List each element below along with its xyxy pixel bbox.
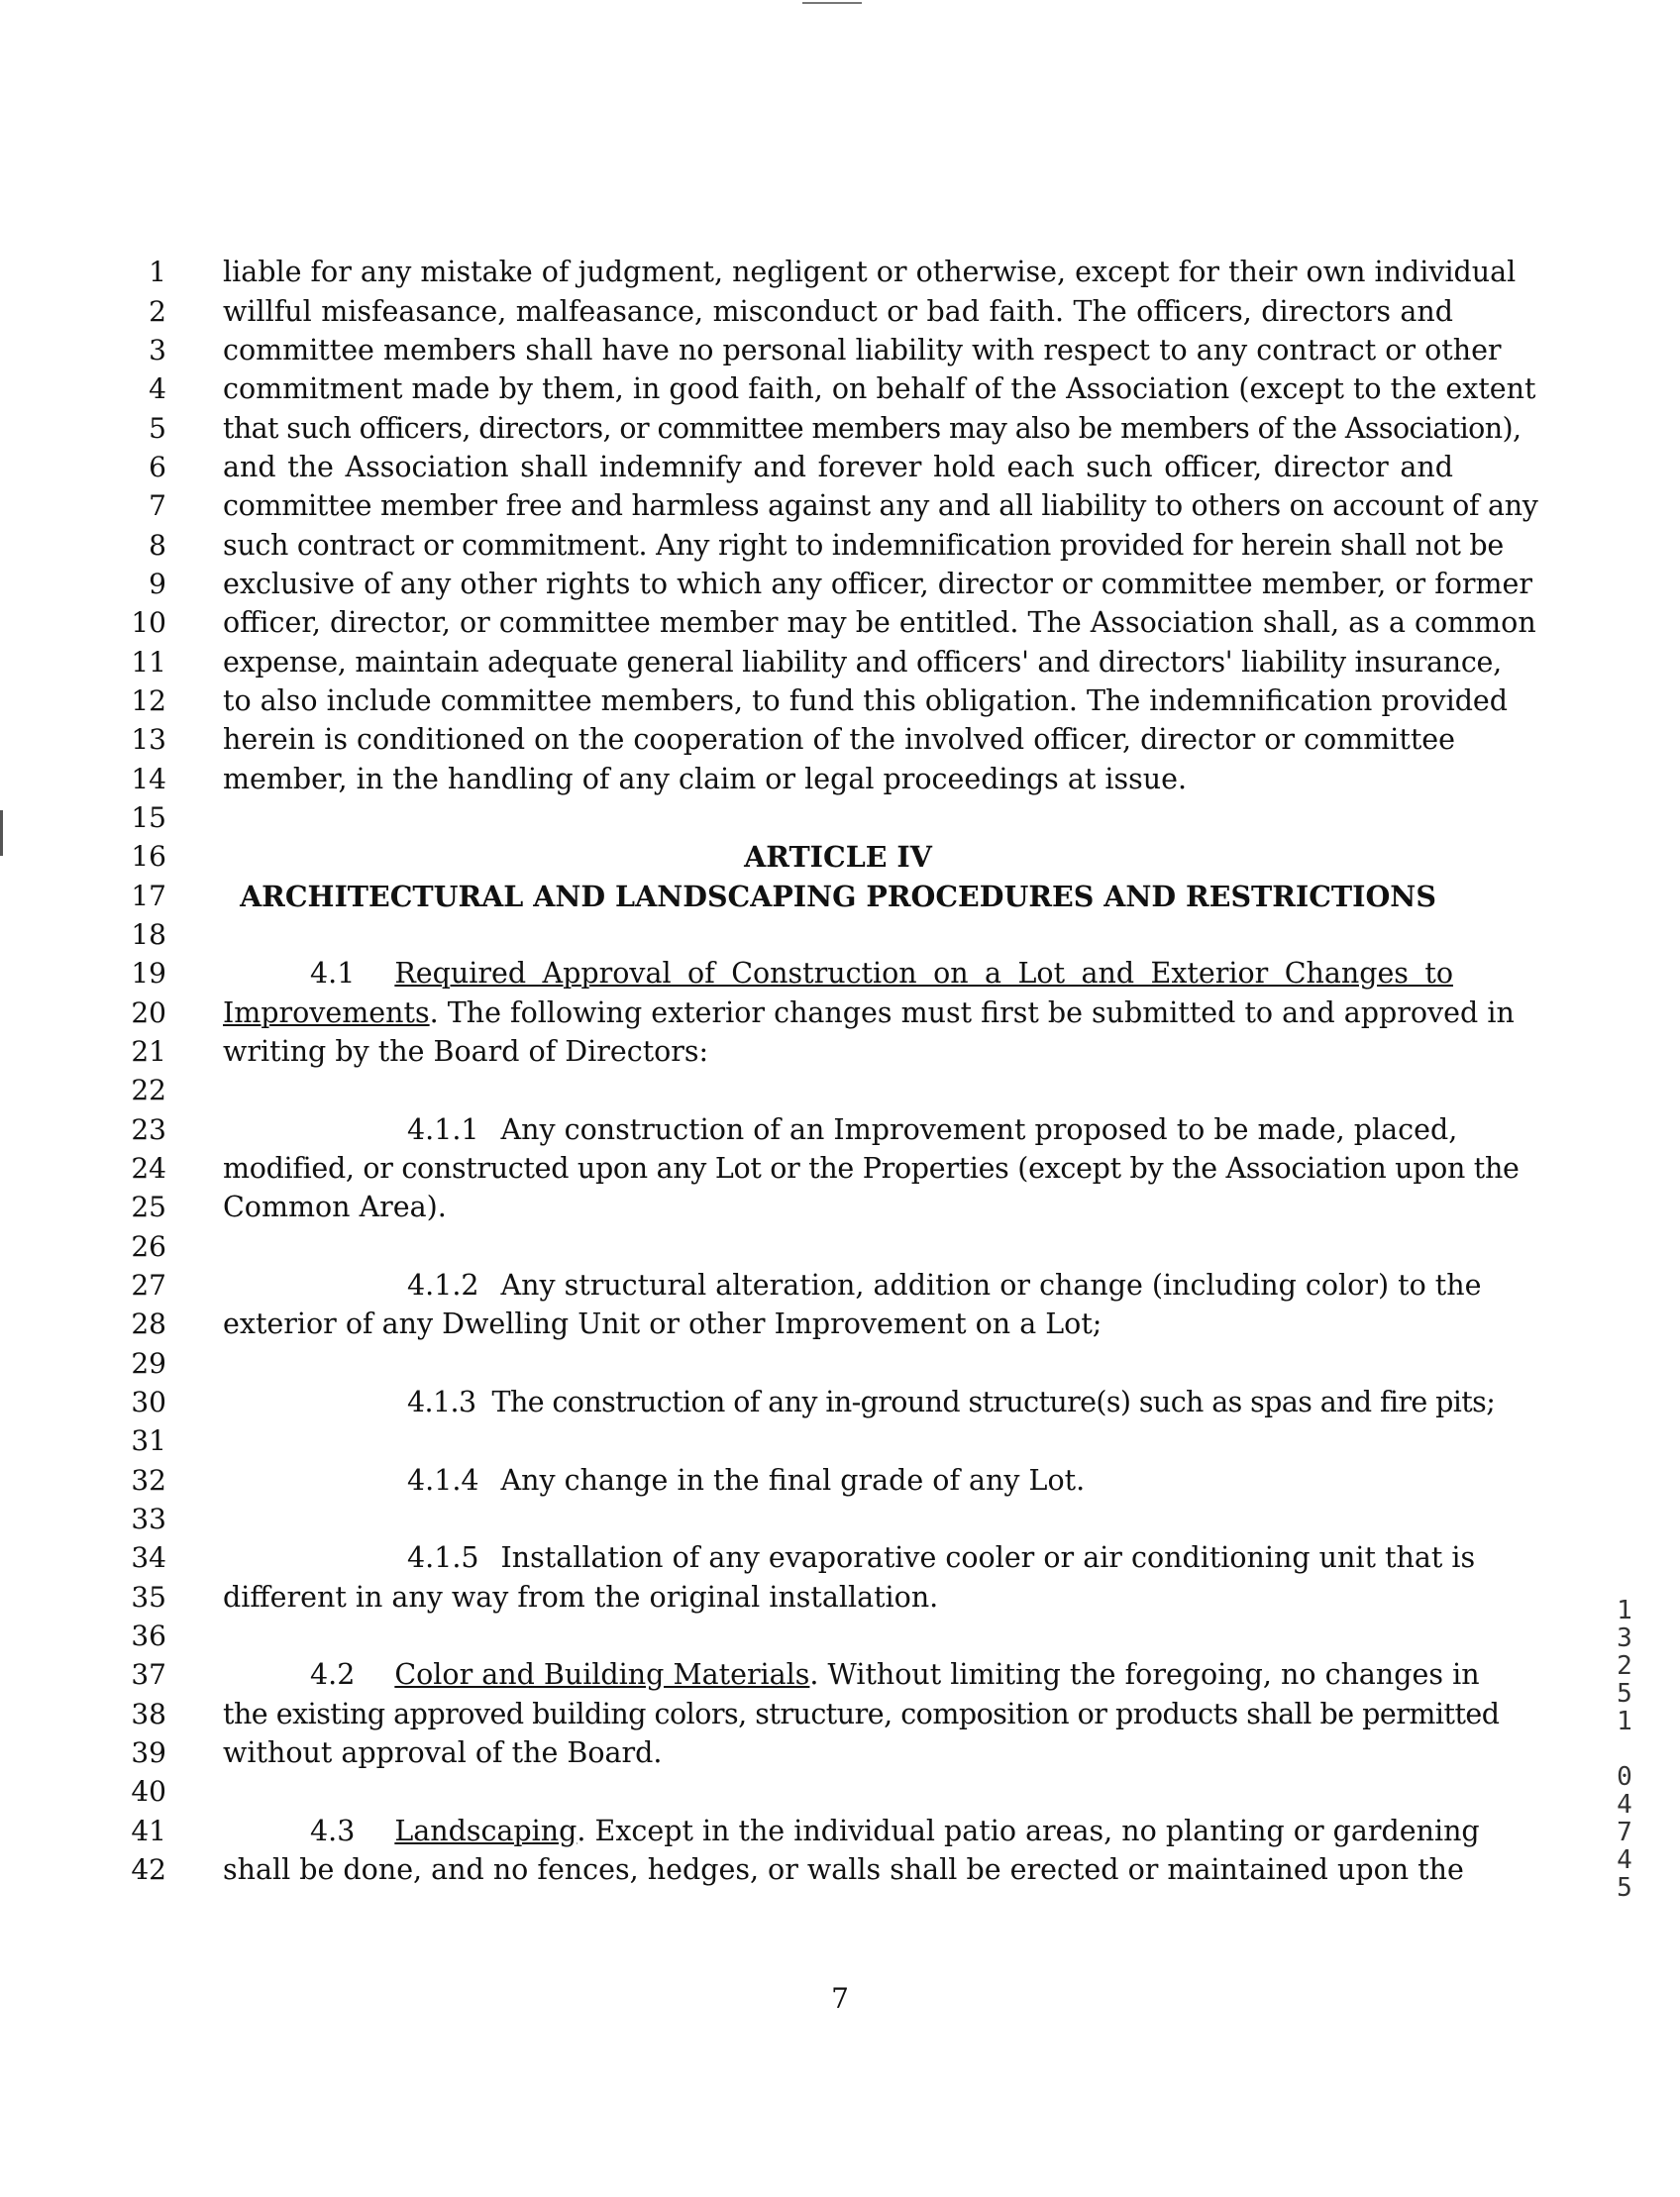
- section-line: [223, 954, 1453, 994]
- section-number: 4.1.1: [407, 1113, 479, 1146]
- stamp-digit: 7: [1617, 1818, 1632, 1847]
- line-number: 2: [149, 295, 166, 328]
- stamp-digit: 4: [1617, 1845, 1632, 1875]
- body-line: committee members shall have no personal liability with respect to any contract or other: [223, 334, 1502, 366]
- line-number: 16: [131, 840, 166, 873]
- section-title: Landscaping: [394, 1815, 578, 1847]
- line-number: 19: [131, 957, 166, 990]
- page-number: 7: [831, 1982, 849, 2015]
- section-text: The construction of any in-ground structure(s) such as spas and fire pits;: [491, 1386, 1496, 1418]
- line-number: 5: [149, 412, 166, 445]
- body-line: herein is conditioned on the cooperation of the involved officer, director or committee: [223, 723, 1456, 756]
- line-number: 17: [131, 880, 166, 912]
- section-line: [223, 1538, 1476, 1578]
- line-number: 37: [131, 1658, 166, 1691]
- line-number: 39: [131, 1736, 166, 1769]
- line-number: 42: [131, 1853, 166, 1886]
- line-number: 23: [131, 1113, 166, 1146]
- section-text: Any change in the final grade of any Lot.: [500, 1464, 1086, 1497]
- line-number: 35: [131, 1581, 166, 1614]
- section-line: the existing approved building colors, structure, composition or products shall be permitted: [223, 1698, 1500, 1730]
- stamp-digit: 3: [1617, 1623, 1632, 1653]
- body-line: expense, maintain adequate general liability and officers' and directors' liability insurance,: [223, 646, 1502, 679]
- line-number: 41: [131, 1815, 166, 1847]
- stamp-digit: 4: [1617, 1790, 1632, 1820]
- section-title: Improvements: [223, 996, 430, 1029]
- section-number: 4.1.4: [407, 1464, 479, 1497]
- section-line: [223, 1461, 1453, 1501]
- line-number: 20: [131, 996, 166, 1029]
- body-line: willful misfeasance, malfeasance, misconduct or bad faith. The officers, directors and: [223, 295, 1453, 328]
- section-line: different in any way from the original installation.: [223, 1581, 939, 1614]
- stamp-digit: 5: [1617, 1679, 1632, 1709]
- section-title: Required Approval of Construction on a Lot and Exterior Changes to: [394, 957, 1453, 990]
- section-line: [223, 1812, 1480, 1851]
- line-number: 32: [131, 1464, 166, 1497]
- body-line: liable for any mistake of judgment, negligent or otherwise, except for their own individual: [223, 256, 1517, 288]
- line-number: 28: [131, 1308, 166, 1340]
- line-number: 12: [131, 684, 166, 717]
- stamp-digit: 2: [1617, 1651, 1632, 1681]
- line-number: 3: [149, 334, 166, 366]
- line-number: 15: [131, 801, 166, 834]
- line-number: 22: [131, 1074, 166, 1106]
- section-number: 4.1.5: [407, 1541, 479, 1574]
- section-number: 4.3: [310, 1815, 356, 1847]
- line-number: 25: [131, 1191, 166, 1223]
- section-number: 4.1: [310, 957, 356, 990]
- line-number: 1: [149, 256, 166, 288]
- section-text: Any structural alteration, addition or change (including color) to the: [500, 1269, 1482, 1302]
- line-number: 27: [131, 1269, 166, 1302]
- body-line: to also include committee members, to fund this obligation. The indemnification provided: [223, 684, 1509, 717]
- section-line: modified, or constructed upon any Lot or the Properties (except by the Association upon the: [223, 1152, 1520, 1185]
- section-line: [223, 1383, 1496, 1422]
- line-number: 24: [131, 1152, 166, 1185]
- line-number: 33: [131, 1503, 166, 1535]
- body-line: exclusive of any other rights to which any officer, director or committee member, or former: [223, 568, 1533, 600]
- line-number: 9: [149, 568, 166, 600]
- section-line: writing by the Board of Directors:: [223, 1035, 709, 1068]
- line-number: 11: [131, 646, 166, 679]
- scan-top-mark: [802, 2, 862, 4]
- body-line: member, in the handling of any claim or legal proceedings at issue.: [223, 763, 1188, 795]
- line-number: 21: [131, 1035, 166, 1068]
- section-line: [223, 1655, 1480, 1695]
- section-text: . Without limiting the foregoing, no changes in: [809, 1658, 1480, 1691]
- section-line: [223, 1266, 1482, 1306]
- line-number: 38: [131, 1698, 166, 1730]
- line-number: 13: [131, 723, 166, 756]
- section-title: Color and Building Materials: [394, 1658, 810, 1691]
- line-number: 18: [131, 918, 166, 951]
- line-number: 40: [131, 1775, 166, 1808]
- line-number: 30: [131, 1386, 166, 1418]
- section-line: [223, 1110, 1458, 1150]
- line-number: 6: [149, 451, 166, 483]
- line-number: 26: [131, 1230, 166, 1263]
- body-line: committee member free and harmless against any and all liability to others on account of any: [223, 489, 1538, 522]
- line-number: 31: [131, 1424, 166, 1457]
- line-number: 10: [131, 606, 166, 639]
- line-number: 14: [131, 763, 166, 795]
- recording-stamp: [1603, 1597, 1646, 1902]
- scan-edge-mark: [0, 810, 3, 856]
- stamp-digit: 1: [1617, 1596, 1632, 1625]
- section-number: 4.1.2: [407, 1269, 479, 1302]
- article-subheading: ARCHITECTURAL AND LANDSCAPING PROCEDURES AND RESTRICTIONS: [240, 880, 1436, 913]
- line-number: 29: [131, 1347, 166, 1380]
- stamp-digit: 0: [1617, 1762, 1632, 1792]
- line-number: 8: [149, 529, 166, 562]
- section-number: 4.1.3: [407, 1386, 476, 1418]
- section-line: exterior of any Dwelling Unit or other Improvement on a Lot;: [223, 1308, 1102, 1340]
- section-text: . The following exterior changes must first be submitted to and approved in: [429, 996, 1515, 1029]
- article-heading: ARTICLE IV: [744, 840, 932, 874]
- section-text: Installation of any evaporative cooler or air conditioning unit that is: [500, 1541, 1476, 1574]
- stamp-spacer: [1603, 1735, 1646, 1763]
- section-text: . Except in the individual patio areas, no planting or gardening: [577, 1815, 1480, 1847]
- section-text: Any construction of an Improvement proposed to be made, placed,: [500, 1113, 1458, 1146]
- stamp-digit: 1: [1617, 1707, 1632, 1736]
- stamp-digit: 5: [1617, 1873, 1632, 1903]
- section-line: [223, 994, 1515, 1033]
- body-line: officer, director, or committee member may be entitled. The Association shall, as a common: [223, 606, 1536, 639]
- line-number: 36: [131, 1620, 166, 1652]
- section-line: shall be done, and no fences, hedges, or walls shall be erected or maintained upon the: [223, 1853, 1464, 1886]
- line-number: 4: [149, 372, 166, 405]
- line-number: 7: [149, 489, 166, 522]
- body-line: such contract or commitment. Any right to indemnification provided for herein shall not be: [223, 529, 1504, 562]
- body-line: that such officers, directors, or committee members may also be members of the Association),: [223, 412, 1522, 445]
- section-line: without approval of the Board.: [223, 1736, 663, 1769]
- line-number: 34: [131, 1541, 166, 1574]
- body-line: and the Association shall indemnify and forever hold each such officer, director and: [223, 451, 1453, 483]
- body-line: commitment made by them, in good faith, on behalf of the Association (except to the extent: [223, 372, 1536, 405]
- section-number: 4.2: [310, 1658, 356, 1691]
- section-line: Common Area).: [223, 1191, 447, 1223]
